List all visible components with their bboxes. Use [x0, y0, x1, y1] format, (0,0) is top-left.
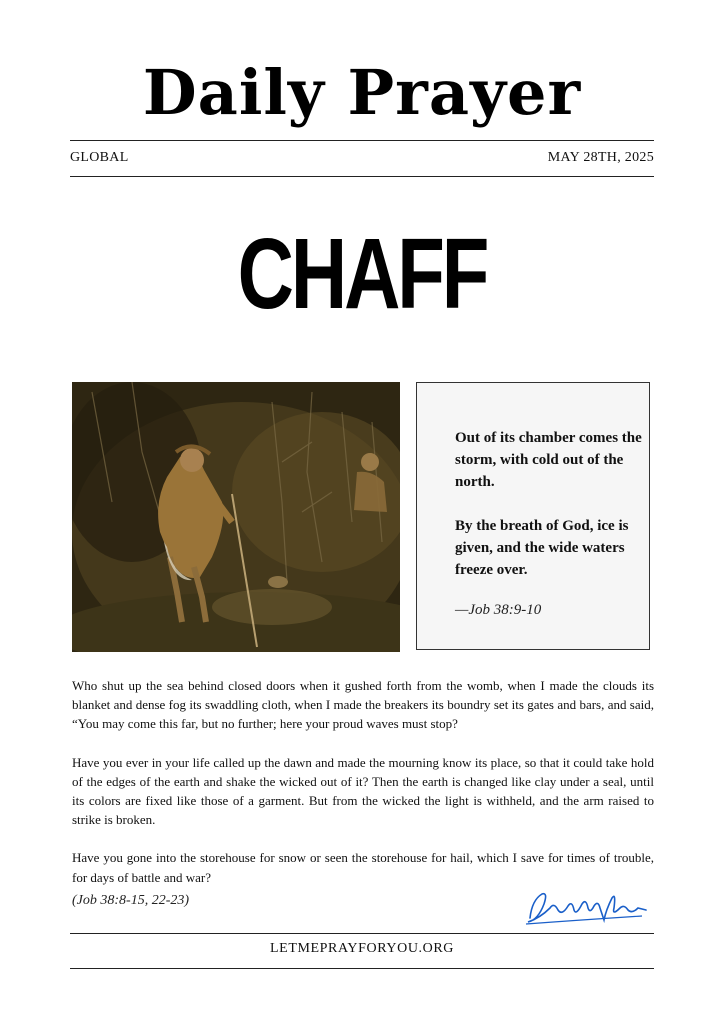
quote-reference: —Job 38:9-10 — [455, 602, 542, 618]
scripture-body — [72, 676, 654, 906]
quote-stanza-2: By the breath of God, ice is given, and the wide waters freeze over. — [455, 518, 629, 578]
meta-bar — [70, 150, 654, 166]
painting-image — [72, 382, 400, 652]
quote-text — [455, 427, 645, 603]
meta-rule — [70, 176, 654, 177]
body-paragraph: Who shut up the sea behind closed doors when it gushed forth from the womb, when I made the clouds its blanket and dense fog its swaddling cloth, when I made the breakers its boundry set its gates and bars, and said, “You may come this far, but no further; here your proud waves must stop? — [72, 678, 654, 732]
top-rule — [70, 140, 654, 141]
body-paragraph: Have you ever in your life called up the dawn and made the mourning know its place, so that it could take hold of the edges of the earth and shake the wicked out of it? Then the earth is changed like clay under a seal, until its colors are fixed like those of a garment. But from the wicked the light is withheld, and the arm raised to strike is broken. — [72, 754, 654, 828]
quote-stanza-1: Out of its chamber comes the storm, with cold out of the north. — [455, 430, 642, 490]
headline: CHAFF — [237, 218, 487, 330]
quote-box — [416, 382, 650, 650]
signature-icon — [520, 880, 650, 930]
issue-date: MAY 28TH, 2025 — [547, 150, 654, 165]
footer-url[interactable]: LETMEPRAYFORYOU.ORG — [270, 941, 454, 956]
painting-illustration — [72, 382, 400, 652]
footer-top-rule — [70, 933, 654, 934]
footer-bottom-rule — [70, 968, 654, 969]
scripture-citation: (Job 38:8-15, 22-23) — [72, 893, 190, 908]
region-label: GLOBAL — [70, 150, 129, 165]
body-paragraph: Have you gone into the storehouse for snow or seen the storehouse for hail, which I save for times of trouble, for days of battle and war? — [72, 850, 654, 885]
masthead-title: Daily Prayer — [142, 56, 582, 129]
